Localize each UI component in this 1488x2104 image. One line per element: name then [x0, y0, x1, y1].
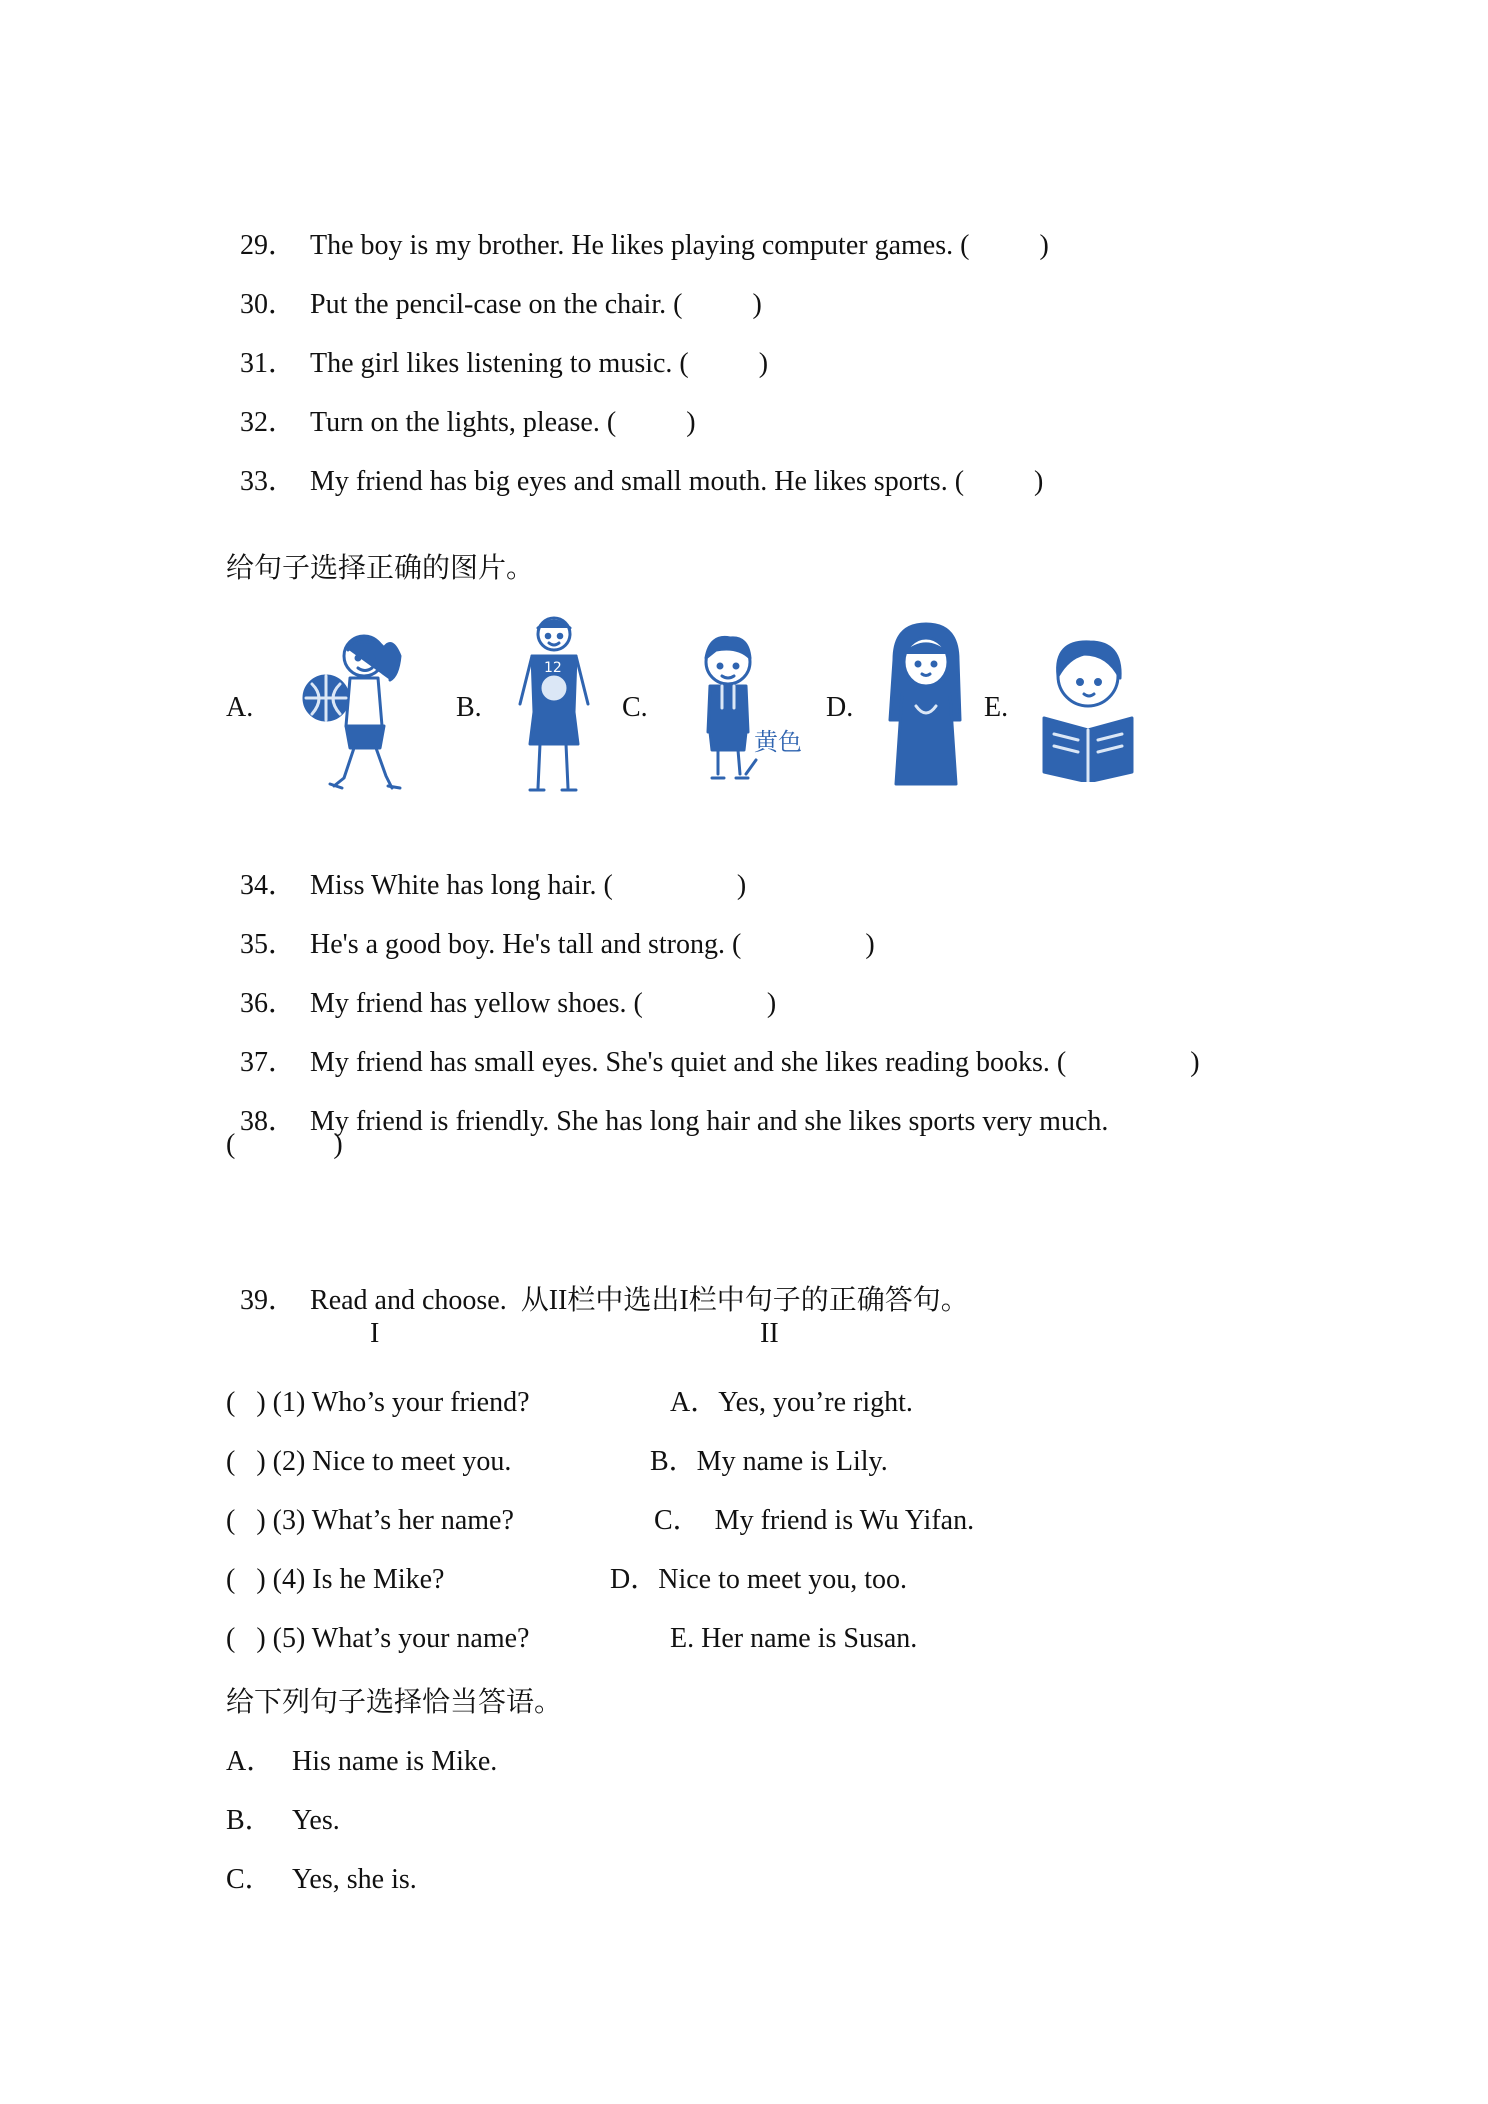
match-row-4: [226, 1562, 444, 1598]
column-header-ii: II: [760, 1318, 779, 1349]
jersey-number: 12: [544, 660, 562, 676]
question-29: 29． The boy is my brother. He likes playing computer games. ( ): [240, 230, 1049, 261]
match-answer-e: E. Her name is Susan.: [670, 1623, 918, 1654]
match-question: ( ) (1) Who’s your friend?: [226, 1387, 530, 1418]
question-32: 32． Turn on the lights, please. ( ): [240, 407, 696, 438]
match-question: ( ) (3) What’s her name?: [226, 1505, 514, 1536]
section-heading-answers: 给下列句子选择恰当答语。: [226, 1685, 563, 1718]
question-30: 30． Put the pencil-case on the chair. ( ): [240, 289, 762, 320]
option-b: B． Yes.: [226, 1805, 340, 1836]
girl-reading-book-illustration: [1036, 632, 1136, 790]
question-37: 37． My friend has small eyes. She's quiet and she likes reading books. ( ): [240, 1047, 1200, 1078]
question-34: 34． Miss White has long hair. ( ): [240, 870, 747, 901]
picture-label-d: D.: [826, 692, 854, 723]
question-35: 35． He's a good boy. He's tall and strong. ( ): [240, 929, 875, 960]
match-answer-b: B．My name is Lily.: [650, 1446, 888, 1477]
match-row-5: [226, 1621, 530, 1657]
match-row-1: [226, 1385, 530, 1421]
match-answer-d: D．Nice to meet you, too.: [610, 1564, 908, 1595]
girl-with-basketball-illustration: [296, 626, 426, 804]
question-33: 33． My friend has big eyes and small mouth. He likes sports. ( ): [240, 466, 1044, 497]
picture-label-e: E.: [984, 692, 1009, 723]
match-question: ( ) (2) Nice to meet you.: [226, 1446, 512, 1477]
match-row-2: [226, 1444, 511, 1480]
yellow-caption: 黄色: [754, 728, 802, 756]
boy-in-jersey-12-illustration: [508, 612, 598, 810]
question-38: 38． My friend is friendly. She has long hair and she likes sports very much.: [240, 1106, 1109, 1137]
girl-with-long-hair-illustration: [880, 620, 970, 800]
picture-label-a: A.: [226, 692, 254, 723]
option-a: A． His name is Mike.: [226, 1746, 498, 1777]
column-header-i: I: [370, 1318, 380, 1349]
picture-label-c: C.: [622, 692, 648, 723]
picture-label-b: B.: [456, 692, 482, 723]
match-row-3: [226, 1503, 514, 1539]
question-38-answer-blank: ( ): [226, 1129, 343, 1160]
match-question: ( ) (4) Is he Mike?: [226, 1564, 445, 1595]
match-answer-c: C． My friend is Wu Yifan.: [654, 1505, 975, 1536]
question-39-title: 39． Read and choose. 从II栏中选出I栏中句子的正确答句。: [240, 1285, 969, 1316]
question-31: 31． The girl likes listening to music. ( ): [240, 348, 769, 379]
match-question: ( ) (5) What’s your name?: [226, 1623, 530, 1654]
option-c: C． Yes, she is.: [226, 1864, 417, 1895]
section-heading-pictures: 给句子选择正确的图片。: [226, 551, 535, 584]
match-answer-a: A．Yes, you’re right.: [670, 1387, 913, 1418]
question-36: 36． My friend has yellow shoes. ( ): [240, 988, 777, 1019]
boy-with-yellow-shoes-illustration: [686, 628, 786, 796]
